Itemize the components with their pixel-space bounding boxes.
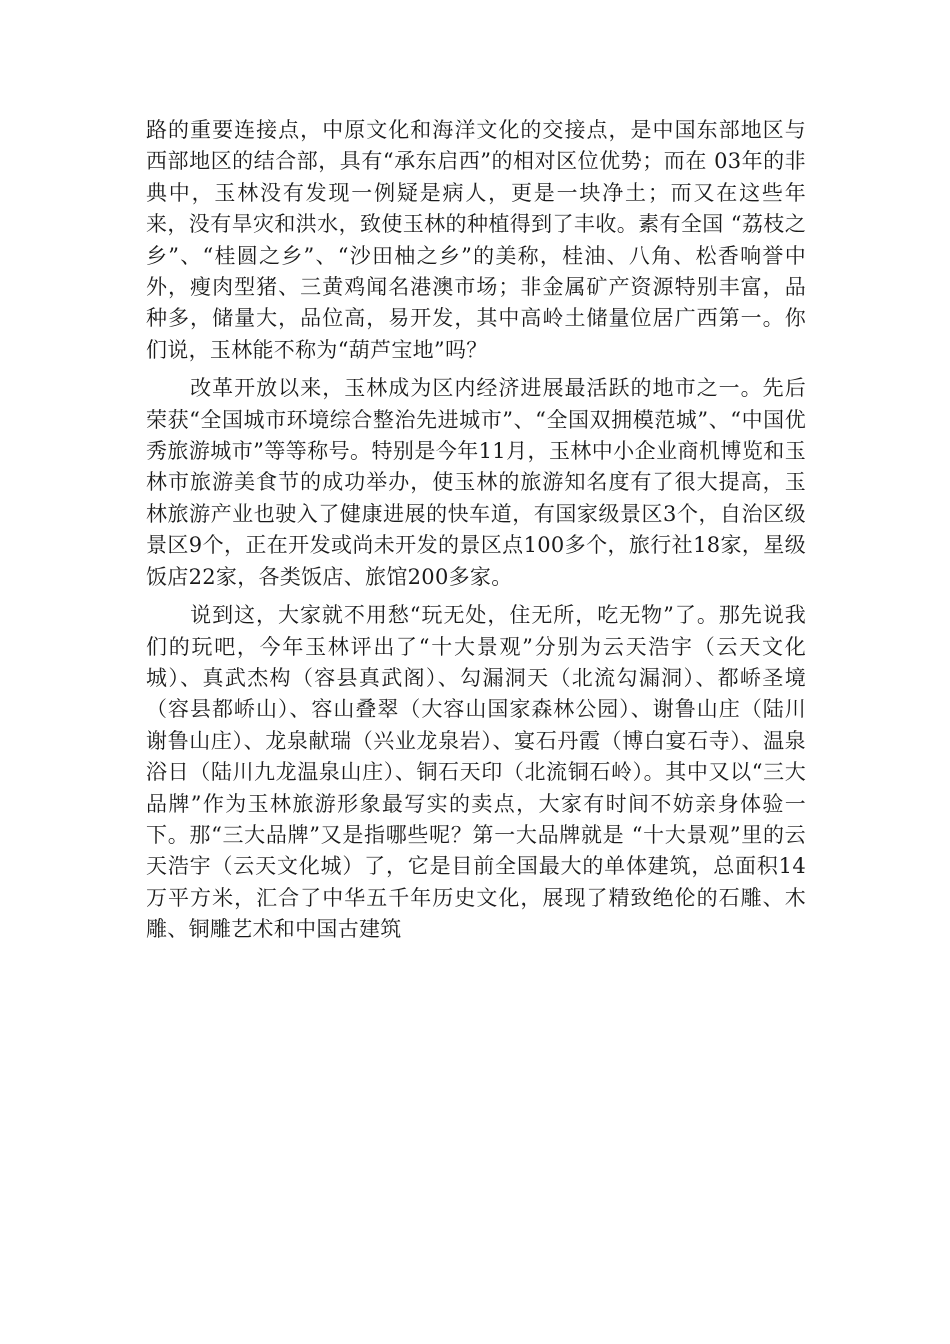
- paragraph-2: 改革开放以来，玉林成为区内经济进展最活跃的地市之一。先后荣获“全国城市环境综合整治先进城市”、“全国双拥模范城”、“中国优秀旅游城市”等等称号。特别是今年11月，玉林中小企业商机博览和玉林市旅游美食节的成功举办，使玉林的旅游知名度有了很大提高，玉林旅游产业也驶入了健康进展的快车道，有国家级景区3个，自治区级景区9个，正在开发或尚未开发的景区点100多个，旅行社18家，星级饭店22家，各类饭店、旅馆200多家。: [146, 376, 806, 589]
- paragraph-1: 路的重要连接点，中原文化和海洋文化的交接点，是中国东部地区与西部地区的结合部，具有“承东启西”的相对区位优势；而在 03年的非典中，玉林没有发现一例疑是病人，更是一块净土；而又在这些年来，没有旱灾和洪水，致使玉林的种植得到了丰收。素有全国 “荔枝之乡”、“桂圆之乡”、“沙田柚之乡”的美称，桂油、八角、松香响誉中外，瘦肉型猪、三黄鸡闻名港澳市场；非金属矿产资源特别丰富，品种多，储量大，品位高，易开发，其中高岭土储量位居广西第一。你们说，玉林能不称为“葫芦宝地”吗？: [146, 118, 806, 362]
- document-page: [146, 115, 806, 953]
- paragraph-3: 说到这，大家就不用愁“玩无处，住无所，吃无物”了。那先说我们的玩吧，今年玉林评出了“十大景观”分别为云天浩宇（云天文化城）、真武杰构（容县真武阁）、勾漏洞天（北流勾漏洞）、都峤圣境（容县都峤山）、容山叠翠（大容山国家森林公园）、谢鲁山庄（陆川谢鲁山庄）、龙泉献瑞（兴业龙泉岩）、宴石丹霞（博白宴石寺）、温泉浴日（陆川九龙温泉山庄）、铜石天印（北流铜石岭）。其中又以“三大品牌”作为玉林旅游形象最写实的卖点，大家有时间不妨亲身体验一下。那“三大品牌”又是指哪些呢？第一大品牌就是 “十大景观”里的云天浩宇（云天文化城）了，它是目前全国最大的单体建筑，总面积14万平方米，汇合了中华五千年历史文化，展现了精致绝伦的石雕、木雕、铜雕艺术和中国古建筑: [146, 603, 806, 942]
